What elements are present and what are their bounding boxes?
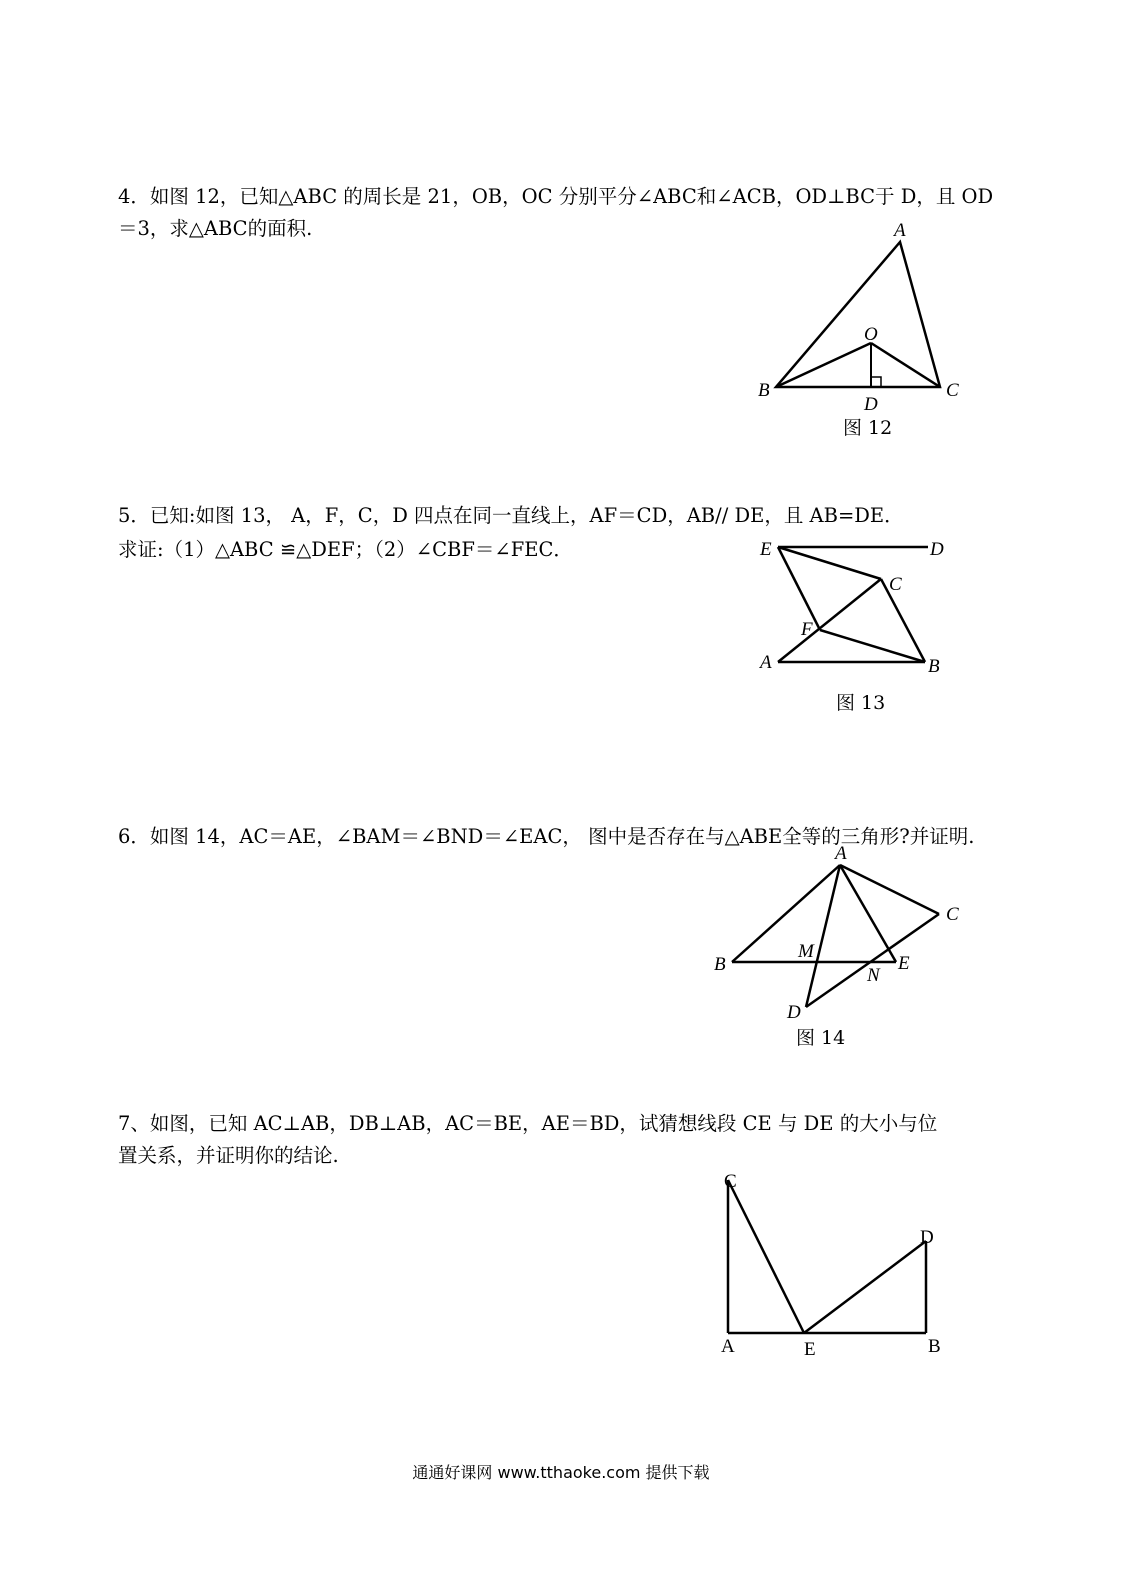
figure-12-label-d: D [864, 394, 878, 415]
figure-14-label-b: B [714, 954, 726, 975]
figure-13-lines [778, 547, 928, 662]
figure-14-label-a: A [835, 843, 847, 864]
problem-5-line-1: 5．已知:如图 13， A，F，C，D 四点在同一直线上，AF＝CD，AB// DE，且 AB=DE． [118, 504, 904, 527]
problem-4-line-2: ＝3，求△ABC的面积. [118, 217, 313, 240]
figure-7 [710, 1165, 960, 1365]
figure-14 [705, 840, 975, 1025]
figure-12-label-b: B [758, 380, 770, 401]
figure-13-label-f: F [801, 619, 813, 640]
figure-14-lines [732, 865, 939, 1007]
problem-7-line-1: 7、如图，已知 AC⊥AB，DB⊥AB，AC＝BE，AE＝BD，试猜想线段 CE 与 DE 的大小与位 [118, 1112, 938, 1135]
problem-4-line-1: 4．如图 12，已知△ABC 的周长是 21，OB，OC 分别平分∠ABC和∠ACB，OD⊥BC于 D，且 OD [118, 185, 994, 208]
figure-13-label-a: A [760, 652, 772, 673]
figure-12-lines [776, 242, 940, 387]
figure-12 [740, 210, 980, 415]
figure-7-label-e: E [804, 1339, 816, 1360]
figure-7-label-d: D [920, 1227, 934, 1248]
figure-13-label-e: E [760, 539, 772, 560]
figure-13-label-b: B [928, 656, 940, 677]
figure-13-caption: 图 13 [836, 692, 886, 714]
figure-7-lines [728, 1180, 926, 1333]
figure-7-label-b: B [928, 1336, 941, 1357]
problem-6-line-1: 6．如图 14，AC＝AE，∠BAM＝∠BND＝∠EAC， 图中是否存在与△ABE全等的三角形?并证明. [118, 825, 975, 848]
figure-14-label-c: C [946, 904, 959, 925]
page-footer: 通通好课网 www.tthaoke.com 提供下载 [412, 1463, 710, 1482]
figure-7-label-a: A [721, 1336, 735, 1357]
figure-14-caption: 图 14 [796, 1027, 846, 1049]
problem-7-line-2: 置关系，并证明你的结论. [118, 1144, 339, 1167]
figure-12-caption: 图 12 [843, 417, 893, 439]
figure-7-label-c: C [724, 1171, 737, 1192]
figure-13 [750, 535, 950, 675]
problem-5-line-2: 求证:（1）△ABC ≌△DEF；（2）∠CBF＝∠FEC． [118, 538, 573, 561]
figure-14-label-e: E [898, 953, 910, 974]
figure-12-label-a: A [894, 220, 906, 241]
figure-13-label-c: C [889, 574, 902, 595]
figure-14-label-d: D [787, 1002, 801, 1023]
figure-14-label-n: N [867, 965, 880, 986]
figure-12-label-o: O [864, 324, 878, 345]
figure-14-label-m: M [798, 941, 814, 962]
figure-13-label-d: D [930, 539, 944, 560]
figure-12-label-c: C [946, 380, 959, 401]
